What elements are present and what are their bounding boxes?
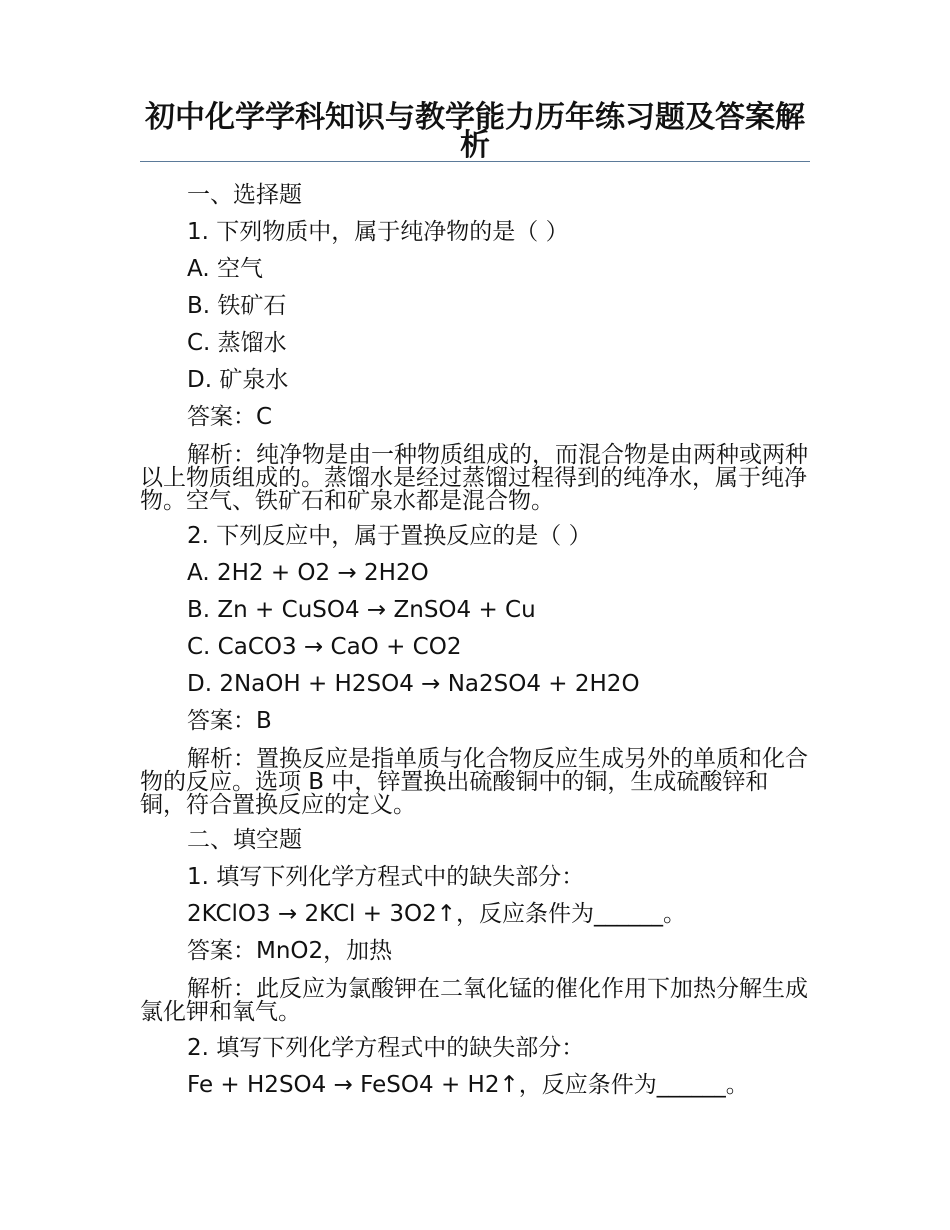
- question-1-option-a: A. 空气: [187, 256, 263, 282]
- fill-1-equation: 2KClO3 → 2KCl + 3O2↑，反应条件为______。: [187, 901, 686, 927]
- question-1-option-b: B. 铁矿石: [187, 293, 287, 319]
- question-2-analysis: 解析：置换反应是指单质与化合物反应生成另外的单质和化合物的反应。选项 B 中，锌置换出硫酸铜中的铜，生成硫酸锌和铜，符合置换反应的定义。: [140, 746, 808, 818]
- fill-1-stem: 1. 填写下列化学方程式中的缺失部分：: [187, 864, 585, 890]
- question-2-option-c: C. CaCO3 → CaO + CO2: [187, 634, 462, 660]
- question-2-answer: 答案：B: [187, 708, 272, 734]
- fill-2-stem: 2. 填写下列化学方程式中的缺失部分：: [187, 1035, 585, 1061]
- question-2-option-a: A. 2H2 + O2 → 2H2O: [187, 560, 429, 586]
- document-title: 初中化学学科知识与教学能力历年练习题及答案解析: [145, 100, 805, 163]
- question-2-stem: 2. 下列反应中，属于置换反应的是（ ）: [187, 523, 592, 549]
- section-heading-fill: 二、填空题: [187, 827, 302, 853]
- title-divider: [140, 161, 810, 162]
- question-2-option-d: D. 2NaOH + H2SO4 → Na2SO4 + 2H2O: [187, 671, 640, 697]
- question-1-analysis: 解析：纯净物是由一种物质组成的，而混合物是由两种或两种以上物质组成的。蒸馏水是经过蒸馏过程得到的纯净水，属于纯净物。空气、铁矿石和矿泉水都是混合物。: [140, 442, 808, 514]
- question-1-stem: 1. 下列物质中，属于纯净物的是（ ）: [187, 219, 569, 245]
- section-heading-choice: 一、选择题: [187, 182, 302, 208]
- question-1-answer: 答案：C: [187, 404, 273, 430]
- fill-2-equation: Fe + H2SO4 → FeSO4 + H2↑，反应条件为______。: [187, 1072, 749, 1098]
- fill-1-analysis: 解析：此反应为氯酸钾在二氧化锰的催化作用下加热分解生成氯化钾和氧气。: [140, 976, 808, 1025]
- question-1-option-c: C. 蒸馏水: [187, 330, 287, 356]
- fill-1-answer: 答案：MnO2，加热: [187, 938, 393, 964]
- question-2-option-b: B. Zn + CuSO4 → ZnSO4 + Cu: [187, 597, 536, 623]
- question-1-option-d: D. 矿泉水: [187, 367, 289, 393]
